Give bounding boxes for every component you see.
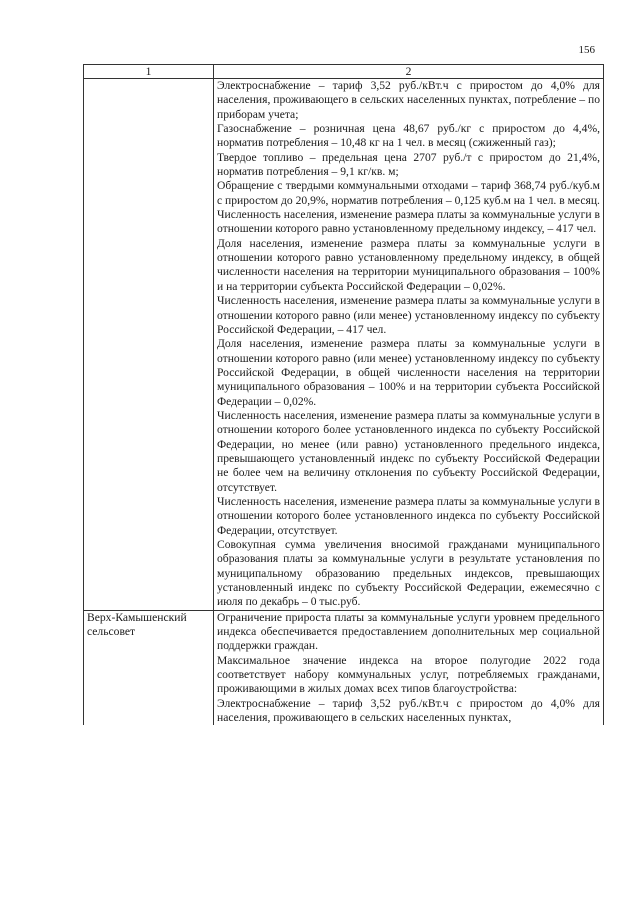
paragraph: Численность населения, изменение размера платы за коммунальные услуги в отношении которого более установленного индекса по субъекту Российской Федерации, но менее (или равно) установленного предельного индекса, превышающего установленный индекс по субъекту Российской Федерации не более чем на величину отклонения по субъекту Российской Федерации, отсутствует. [217, 408, 600, 494]
paragraph: Твердое топливо – предельная цена 2707 руб./т с приростом до 21,4%, норматив потребления – 9,1 кг/кв. м; [217, 150, 600, 179]
paragraph: Доля населения, изменение размера платы за коммунальные услуги в отношении которого равно установленному предельному индексу, в общей численности населения на территории муниципального образования – 100% и на территории субъекта Российской Федерации – 0,02%. [217, 236, 600, 293]
table-row [84, 79, 604, 611]
paragraph: Газоснабжение – розничная цена 48,67 руб./кг с приростом до 4,4%, норматив потребления – 10,48 кг на 1 чел. в месяц (сжиженный газ); [217, 122, 600, 150]
paragraph: Доля населения, изменение размера платы за коммунальные услуги в отношении которого равно (или менее) установленному индексу по субъекту Российской Федерации, в общей численности населения на территории муниципального образования – 100% и на территории субъекта Российской Федерации – 0,02%. [217, 337, 600, 408]
table-row [84, 610, 604, 725]
paragraph: Электроснабжение – тариф 3,52 руб./кВт.ч с приростом до 4,0% для населения, проживающего в сельских населенных пунктах, потребление – по приборам учета; [217, 79, 600, 121]
paragraph: Численность населения, изменение размера платы за коммунальные услуги в отношении которого равно установленному предельному индексу, – 417 чел. [217, 208, 600, 236]
table-header-row [84, 65, 604, 79]
paragraph: Максимальное значение индекса на второе полугодие 2022 года соответствует набору коммунальных услуг, потребляемых гражданами, проживающими в жилых домах всех типов благоустройства: [217, 653, 600, 696]
municipality-cell [84, 79, 214, 611]
column-header-1: 1 [84, 65, 214, 79]
paragraph: Обращение с твердыми коммунальными отходами – тариф 368,74 руб./куб.м с приростом до 20,9%, норматив потребления – 0,125 куб.м на 1 чел. в месяц. [217, 179, 600, 207]
paragraph: Численность населения, изменение размера платы за коммунальные услуги в отношении которого более установленного индекса по субъекту Российской Федерации, отсутствует. [217, 494, 600, 537]
paragraph: Ограничение прироста платы за коммунальные услуги уровнем предельного индекса обеспечивается предоставлением дополнительных мер социальной поддержки граждан. [217, 610, 600, 653]
content-cell [214, 610, 604, 725]
document-table [83, 64, 604, 725]
paragraph: Численность населения, изменение размера платы за коммунальные услуги в отношении которого равно (или менее) установленному индексу по субъекту Российской Федерации, – 417 чел. [217, 294, 600, 336]
page-number: 156 [578, 44, 595, 56]
paragraph: Электроснабжение – тариф 3,52 руб./кВт.ч с приростом до 4,0% для населения, проживающего в сельских населенных пунктах, [217, 696, 600, 725]
paragraph: Совокупная сумма увеличения вносимой гражданами муниципального образования платы за коммунальные услуги в результате установления по муниципальному образованию предельных индексов, превышающих установленный индекс по субъекту Российской Федерации, ежемесячно с июля по декабрь – 0 тыс.руб. [217, 538, 600, 609]
content-cell [214, 79, 604, 611]
column-header-2: 2 [214, 65, 604, 79]
municipality-cell: Верх-Камышенский сельсовет [84, 610, 214, 725]
